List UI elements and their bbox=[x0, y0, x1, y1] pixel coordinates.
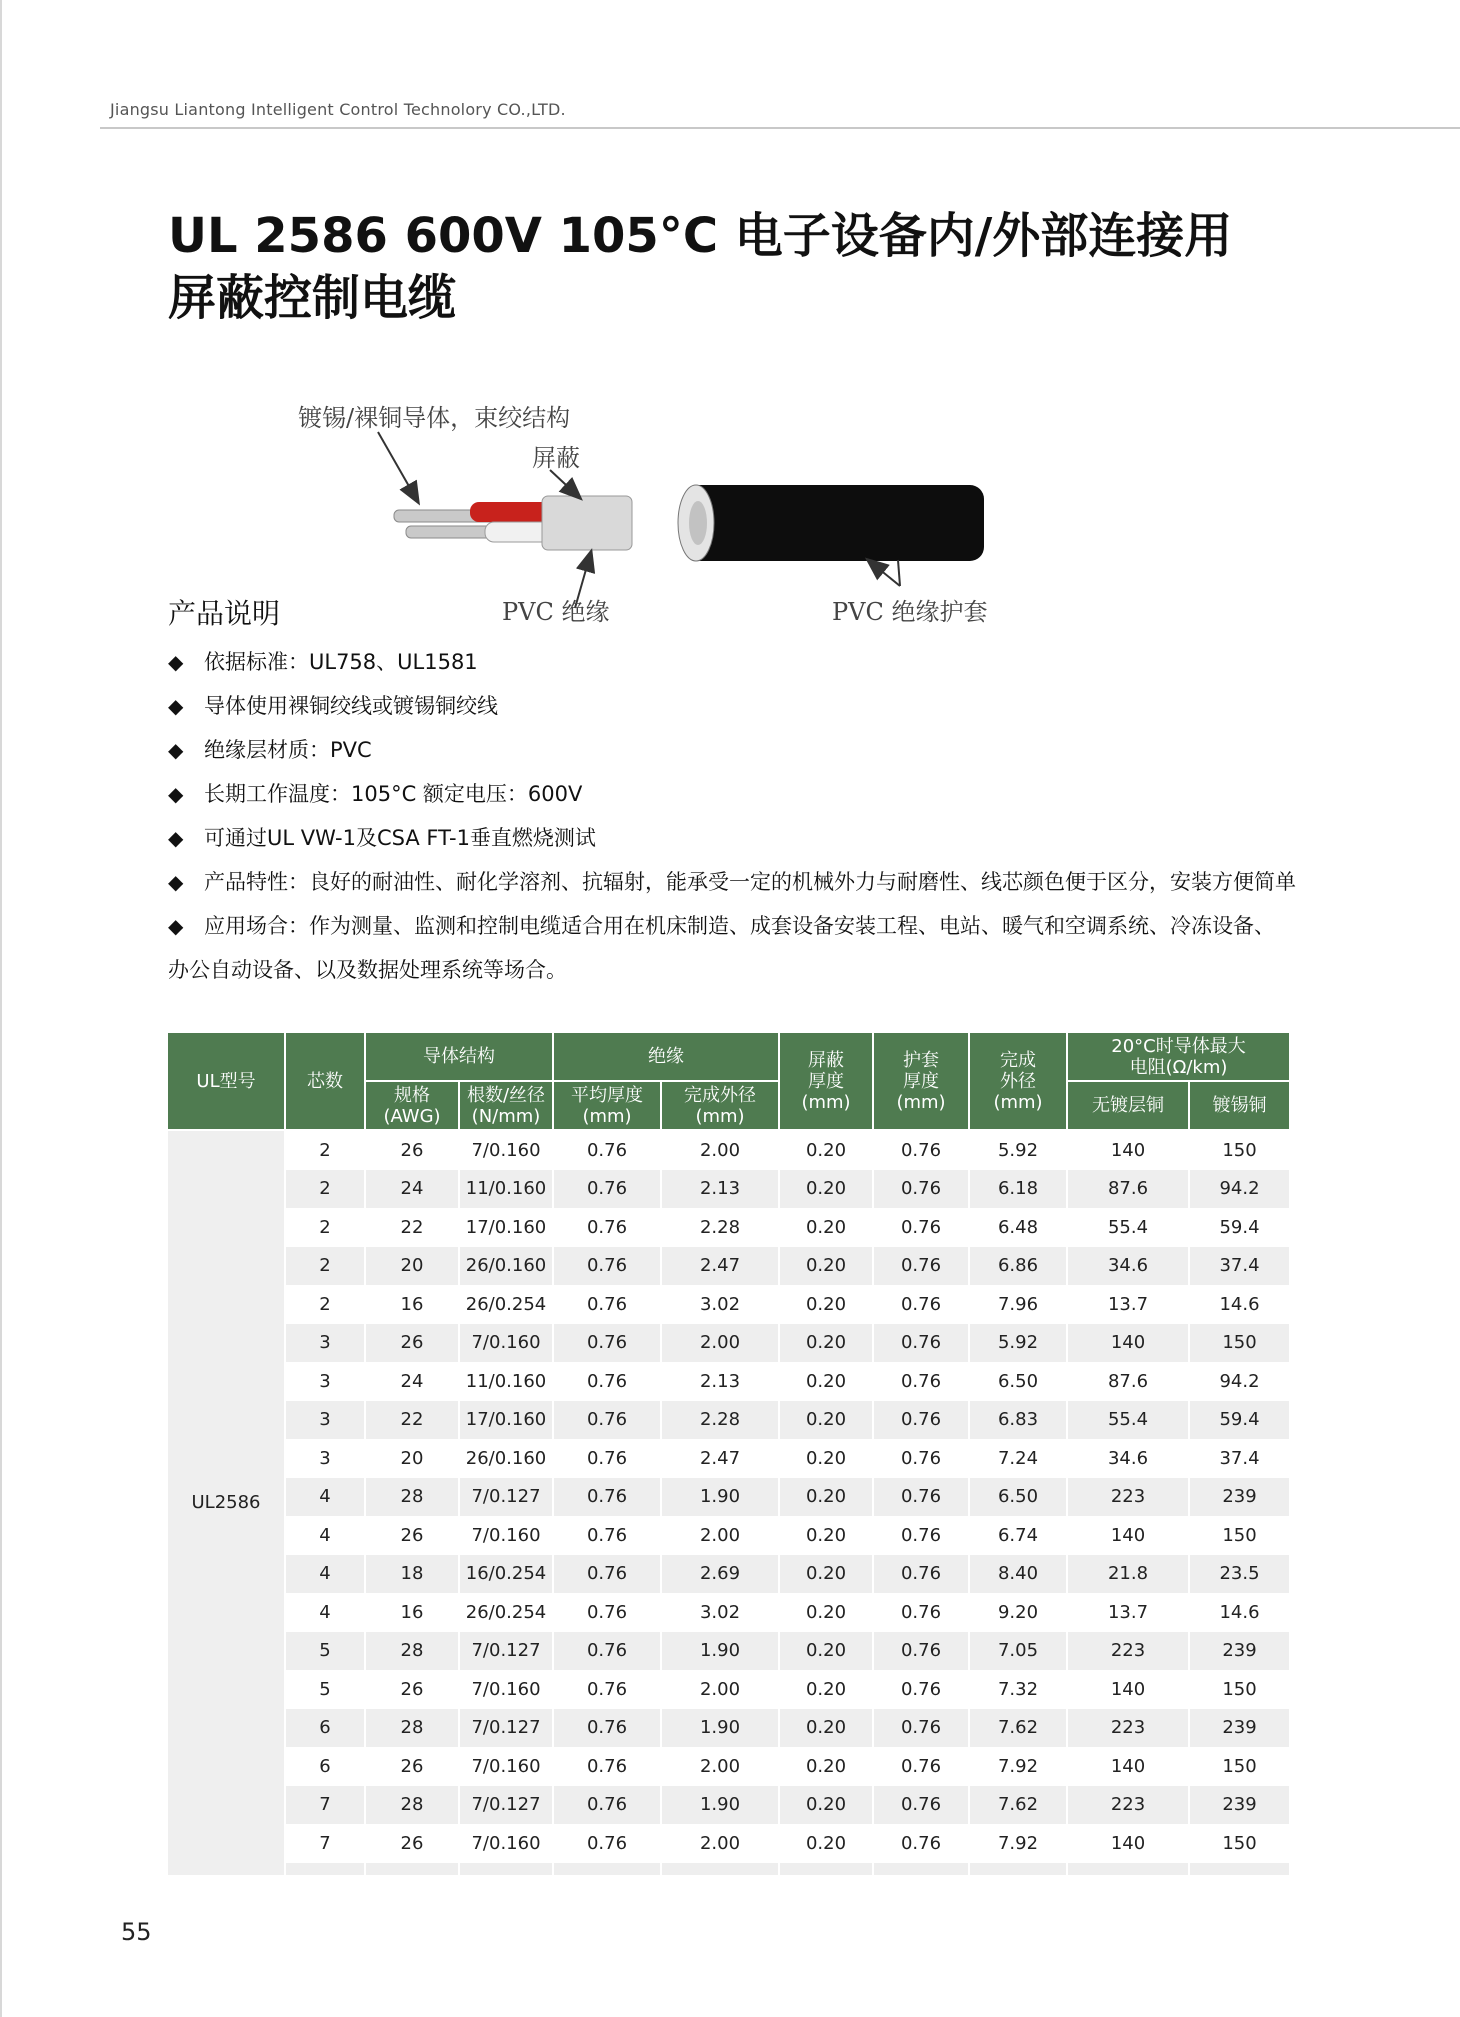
table-row bbox=[167, 1401, 1290, 1440]
cell-tinned-copper: 37.4 bbox=[1189, 1439, 1290, 1478]
cell-model: UL2586 bbox=[167, 1130, 285, 1875]
cell-strands: 26/0.254 bbox=[459, 1593, 553, 1632]
cell-jacket: 0.76 bbox=[873, 1478, 969, 1517]
cell-avg-thickness: 0.76 bbox=[553, 1555, 661, 1594]
cell-shield: 0.20 bbox=[779, 1362, 873, 1401]
cell-size: 16 bbox=[365, 1285, 459, 1324]
cell-empty bbox=[1067, 1863, 1189, 1875]
cell-cores: 3 bbox=[285, 1401, 365, 1440]
table-row bbox=[167, 1632, 1290, 1671]
spec-table bbox=[166, 1031, 1291, 1875]
cell-cores: 4 bbox=[285, 1593, 365, 1632]
label-conductor: 镀锡/裸铜导体，束绞结构 bbox=[298, 404, 571, 432]
cell-bare-copper: 223 bbox=[1067, 1709, 1189, 1748]
cell-cores: 2 bbox=[285, 1170, 365, 1209]
cell-size: 28 bbox=[365, 1709, 459, 1748]
cell-cores: 2 bbox=[285, 1247, 365, 1286]
cell-od: 6.48 bbox=[969, 1208, 1067, 1247]
diamond-bullet-icon: ◆ bbox=[168, 782, 184, 806]
description-list bbox=[168, 640, 1296, 992]
table-row bbox=[167, 1709, 1290, 1748]
cell-tinned-copper: 59.4 bbox=[1189, 1208, 1290, 1247]
cell-cores: 7 bbox=[285, 1824, 365, 1863]
list-item: ◆ 导体使用裸铜绞线或镀锡铜绞线 bbox=[168, 684, 1288, 728]
cell-avg-thickness: 0.76 bbox=[553, 1593, 661, 1632]
table-row bbox=[167, 1747, 1290, 1786]
cell-od: 7.92 bbox=[969, 1747, 1067, 1786]
cell-cores: 6 bbox=[285, 1709, 365, 1748]
cell-shield: 0.20 bbox=[779, 1401, 873, 1440]
cell-avg-thickness: 0.76 bbox=[553, 1170, 661, 1209]
cell-strands: 26/0.254 bbox=[459, 1285, 553, 1324]
cell-tinned-copper: 94.2 bbox=[1189, 1362, 1290, 1401]
table-row bbox=[167, 1478, 1290, 1517]
cell-jacket: 0.76 bbox=[873, 1439, 969, 1478]
cell-size: 28 bbox=[365, 1632, 459, 1671]
cell-avg-thickness: 0.76 bbox=[553, 1670, 661, 1709]
cell-avg-thickness: 0.76 bbox=[553, 1208, 661, 1247]
cell-jacket: 0.76 bbox=[873, 1324, 969, 1363]
cell-size: 24 bbox=[365, 1362, 459, 1401]
cell-empty bbox=[661, 1863, 779, 1875]
cell-avg-thickness: 0.76 bbox=[553, 1747, 661, 1786]
header-jacket: 护套 厚度 (mm) bbox=[873, 1032, 969, 1130]
cell-strands: 26/0.160 bbox=[459, 1247, 553, 1286]
cell-avg-thickness: 0.76 bbox=[553, 1824, 661, 1863]
cell-od: 6.18 bbox=[969, 1170, 1067, 1209]
table-row bbox=[167, 1130, 1290, 1170]
cell-strands: 7/0.160 bbox=[459, 1824, 553, 1863]
cell-bare-copper: 13.7 bbox=[1067, 1593, 1189, 1632]
cell-shield: 0.20 bbox=[779, 1208, 873, 1247]
cell-jacket: 0.76 bbox=[873, 1285, 969, 1324]
cell-ins-od: 2.47 bbox=[661, 1439, 779, 1478]
cell-tinned-copper: 14.6 bbox=[1189, 1593, 1290, 1632]
cell-size: 26 bbox=[365, 1324, 459, 1363]
cell-avg-thickness: 0.76 bbox=[553, 1324, 661, 1363]
cell-ins-od: 3.02 bbox=[661, 1593, 779, 1632]
cell-strands: 7/0.127 bbox=[459, 1709, 553, 1748]
cable-structure-diagram bbox=[280, 390, 1040, 635]
cell-bare-copper: 55.4 bbox=[1067, 1208, 1189, 1247]
cell-od: 7.05 bbox=[969, 1632, 1067, 1671]
cell-tinned-copper: 94.2 bbox=[1189, 1170, 1290, 1209]
cell-tinned-copper: 150 bbox=[1189, 1824, 1290, 1863]
cell-avg-thickness: 0.76 bbox=[553, 1516, 661, 1555]
cell-ins-od: 3.02 bbox=[661, 1285, 779, 1324]
cell-jacket: 0.76 bbox=[873, 1670, 969, 1709]
cell-empty bbox=[285, 1863, 365, 1875]
cell-jacket: 0.76 bbox=[873, 1208, 969, 1247]
table-row bbox=[167, 1824, 1290, 1863]
cell-od: 6.83 bbox=[969, 1401, 1067, 1440]
arrow-conductor bbox=[378, 432, 418, 502]
list-item: ◆ 应用场合：作为测量、监测和控制电缆适合用在机床制造、成套设备安装工程、电站、暖气和空调系统、冷冻设备、办公自动设备、以及数据处理系统等场合。 bbox=[168, 904, 1288, 992]
cell-tinned-copper: 239 bbox=[1189, 1478, 1290, 1517]
cell-od: 7.32 bbox=[969, 1670, 1067, 1709]
cell-shield: 0.20 bbox=[779, 1247, 873, 1286]
cell-empty bbox=[969, 1863, 1067, 1875]
cell-cores: 4 bbox=[285, 1478, 365, 1517]
cell-jacket: 0.76 bbox=[873, 1362, 969, 1401]
cell-ins-od: 2.00 bbox=[661, 1324, 779, 1363]
header-cores: 芯数 bbox=[285, 1032, 365, 1130]
cell-shield: 0.20 bbox=[779, 1786, 873, 1825]
table-row bbox=[167, 1285, 1290, 1324]
cell-strands: 7/0.127 bbox=[459, 1632, 553, 1671]
cell-avg-thickness: 0.76 bbox=[553, 1786, 661, 1825]
cell-od: 7.62 bbox=[969, 1709, 1067, 1748]
page-edge-line bbox=[0, 0, 2, 2017]
section-title-description: 产品说明 bbox=[168, 597, 281, 630]
table-row bbox=[167, 1516, 1290, 1555]
cell-od: 5.92 bbox=[969, 1130, 1067, 1170]
cell-tinned-copper: 150 bbox=[1189, 1670, 1290, 1709]
page-number: 55 bbox=[121, 1918, 152, 1946]
cell-od: 5.92 bbox=[969, 1324, 1067, 1363]
cell-shield: 0.20 bbox=[779, 1130, 873, 1170]
header-insulation: 绝缘 bbox=[553, 1032, 779, 1081]
cell-shield: 0.20 bbox=[779, 1170, 873, 1209]
cell-tinned-copper: 37.4 bbox=[1189, 1247, 1290, 1286]
cell-cores: 3 bbox=[285, 1362, 365, 1401]
table-row bbox=[167, 1247, 1290, 1286]
cell-size: 26 bbox=[365, 1516, 459, 1555]
cell-strands: 7/0.127 bbox=[459, 1478, 553, 1517]
cell-avg-thickness: 0.76 bbox=[553, 1130, 661, 1170]
cell-ins-od: 1.90 bbox=[661, 1478, 779, 1517]
cell-bare-copper: 13.7 bbox=[1067, 1285, 1189, 1324]
cell-cores: 2 bbox=[285, 1130, 365, 1170]
diamond-bullet-icon: ◆ bbox=[168, 650, 184, 674]
cell-size: 22 bbox=[365, 1208, 459, 1247]
cell-ins-od: 1.90 bbox=[661, 1632, 779, 1671]
list-item: ◆ 绝缘层材质：PVC bbox=[168, 728, 1288, 772]
cell-bare-copper: 223 bbox=[1067, 1632, 1189, 1671]
cell-avg-thickness: 0.76 bbox=[553, 1478, 661, 1517]
cell-od: 7.24 bbox=[969, 1439, 1067, 1478]
label-insulation: PVC 绝缘 bbox=[502, 598, 610, 626]
label-jacket: PVC 绝缘护套 bbox=[832, 598, 988, 626]
cell-ins-od: 1.90 bbox=[661, 1786, 779, 1825]
title-line-1: UL 2586 600V 105°C 电子设备内/外部连接用 bbox=[168, 208, 1233, 264]
cell-avg-thickness: 0.76 bbox=[553, 1362, 661, 1401]
cell-strands: 11/0.160 bbox=[459, 1170, 553, 1209]
cell-ins-od: 2.28 bbox=[661, 1208, 779, 1247]
cell-size: 20 bbox=[365, 1439, 459, 1478]
cell-empty bbox=[873, 1863, 969, 1875]
table-row bbox=[167, 1439, 1290, 1478]
cell-shield: 0.20 bbox=[779, 1516, 873, 1555]
cell-avg-thickness: 0.76 bbox=[553, 1709, 661, 1748]
cell-strands: 17/0.160 bbox=[459, 1401, 553, 1440]
table-row bbox=[167, 1208, 1290, 1247]
list-item: ◆ 可通过UL VW-1及CSA FT-1垂直燃烧测试 bbox=[168, 816, 1288, 860]
cell-shield: 0.20 bbox=[779, 1747, 873, 1786]
cell-jacket: 0.76 bbox=[873, 1824, 969, 1863]
cell-cores: 5 bbox=[285, 1670, 365, 1709]
arrow-shield bbox=[550, 470, 580, 498]
cell-ins-od: 2.00 bbox=[661, 1747, 779, 1786]
cell-strands: 26/0.160 bbox=[459, 1439, 553, 1478]
cell-od: 6.50 bbox=[969, 1478, 1067, 1517]
cell-cores: 5 bbox=[285, 1632, 365, 1671]
cell-od: 9.20 bbox=[969, 1593, 1067, 1632]
cell-strands: 7/0.160 bbox=[459, 1130, 553, 1170]
cell-avg-thickness: 0.76 bbox=[553, 1247, 661, 1286]
cell-ins-od: 2.00 bbox=[661, 1130, 779, 1170]
cell-size: 26 bbox=[365, 1747, 459, 1786]
arrow-jacket bbox=[898, 560, 900, 586]
diamond-bullet-icon: ◆ bbox=[168, 738, 184, 762]
cell-bare-copper: 140 bbox=[1067, 1747, 1189, 1786]
cell-strands: 17/0.160 bbox=[459, 1208, 553, 1247]
cell-cores: 4 bbox=[285, 1555, 365, 1594]
cell-empty bbox=[459, 1863, 553, 1875]
header-tinned-copper: 镀锡铜 bbox=[1189, 1081, 1290, 1130]
cell-avg-thickness: 0.76 bbox=[553, 1439, 661, 1478]
cell-avg-thickness: 0.76 bbox=[553, 1632, 661, 1671]
header-bare-copper: 无镀层铜 bbox=[1067, 1081, 1189, 1130]
cell-cores: 4 bbox=[285, 1516, 365, 1555]
cell-bare-copper: 223 bbox=[1067, 1786, 1189, 1825]
cell-tinned-copper: 150 bbox=[1189, 1130, 1290, 1170]
cell-od: 8.40 bbox=[969, 1555, 1067, 1594]
cell-empty bbox=[1189, 1863, 1290, 1875]
cell-size: 26 bbox=[365, 1670, 459, 1709]
title-line-2: 屏蔽控制电缆 bbox=[168, 270, 457, 326]
cell-strands: 7/0.160 bbox=[459, 1516, 553, 1555]
shield-layer bbox=[542, 496, 632, 550]
cell-size: 28 bbox=[365, 1786, 459, 1825]
diamond-bullet-icon: ◆ bbox=[168, 870, 184, 894]
cell-tinned-copper: 239 bbox=[1189, 1632, 1290, 1671]
header-avg-thickness: 平均厚度 (mm) bbox=[553, 1081, 661, 1130]
cell-size: 24 bbox=[365, 1170, 459, 1209]
cell-tinned-copper: 23.5 bbox=[1189, 1555, 1290, 1594]
cell-strands: 7/0.127 bbox=[459, 1786, 553, 1825]
cell-cores: 3 bbox=[285, 1439, 365, 1478]
cell-size: 26 bbox=[365, 1130, 459, 1170]
label-shield: 屏蔽 bbox=[532, 444, 580, 472]
cell-bare-copper: 223 bbox=[1067, 1478, 1189, 1517]
header-ins-od: 完成外径 (mm) bbox=[661, 1081, 779, 1130]
cell-avg-thickness: 0.76 bbox=[553, 1401, 661, 1440]
cell-shield: 0.20 bbox=[779, 1670, 873, 1709]
list-item: ◆ 依据标准：UL758、UL1581 bbox=[168, 640, 1288, 684]
cell-ins-od: 1.90 bbox=[661, 1709, 779, 1748]
header-od: 完成 外径 (mm) bbox=[969, 1032, 1067, 1130]
table-row bbox=[167, 1324, 1290, 1363]
cell-size: 28 bbox=[365, 1478, 459, 1517]
header-model: UL型号 bbox=[167, 1032, 285, 1130]
cell-avg-thickness: 0.76 bbox=[553, 1285, 661, 1324]
diamond-bullet-icon: ◆ bbox=[168, 826, 184, 850]
table-row bbox=[167, 1593, 1290, 1632]
cell-jacket: 0.76 bbox=[873, 1130, 969, 1170]
cell-empty bbox=[553, 1863, 661, 1875]
cell-tinned-copper: 150 bbox=[1189, 1516, 1290, 1555]
cell-size: 20 bbox=[365, 1247, 459, 1286]
table-tail-row bbox=[167, 1863, 1290, 1875]
cell-shield: 0.20 bbox=[779, 1709, 873, 1748]
cell-od: 6.50 bbox=[969, 1362, 1067, 1401]
table-row bbox=[167, 1555, 1290, 1594]
cell-cores: 7 bbox=[285, 1786, 365, 1825]
cell-bare-copper: 55.4 bbox=[1067, 1401, 1189, 1440]
shield-inside-face bbox=[689, 501, 707, 545]
cell-strands: 7/0.160 bbox=[459, 1670, 553, 1709]
list-item: ◆ 长期工作温度：105°C 额定电压：600V bbox=[168, 772, 1288, 816]
cell-tinned-copper: 239 bbox=[1189, 1709, 1290, 1748]
cell-tinned-copper: 239 bbox=[1189, 1786, 1290, 1825]
cell-bare-copper: 140 bbox=[1067, 1824, 1189, 1863]
cell-shield: 0.20 bbox=[779, 1478, 873, 1517]
header-shield: 屏蔽 厚度 (mm) bbox=[779, 1032, 873, 1130]
table-row bbox=[167, 1786, 1290, 1825]
table-row bbox=[167, 1170, 1290, 1209]
header-size: 规格 (AWG) bbox=[365, 1081, 459, 1130]
cell-tinned-copper: 150 bbox=[1189, 1324, 1290, 1363]
page-title bbox=[168, 205, 1232, 329]
cell-bare-copper: 140 bbox=[1067, 1324, 1189, 1363]
cell-shield: 0.20 bbox=[779, 1593, 873, 1632]
cell-tinned-copper: 14.6 bbox=[1189, 1285, 1290, 1324]
cell-jacket: 0.76 bbox=[873, 1747, 969, 1786]
header-strands: 根数/丝径 (N/mm) bbox=[459, 1081, 553, 1130]
cell-jacket: 0.76 bbox=[873, 1555, 969, 1594]
cell-empty bbox=[365, 1863, 459, 1875]
cell-od: 6.86 bbox=[969, 1247, 1067, 1286]
cell-size: 22 bbox=[365, 1401, 459, 1440]
cell-ins-od: 2.00 bbox=[661, 1670, 779, 1709]
cell-ins-od: 2.00 bbox=[661, 1516, 779, 1555]
cell-tinned-copper: 150 bbox=[1189, 1747, 1290, 1786]
cell-jacket: 0.76 bbox=[873, 1516, 969, 1555]
cell-bare-copper: 34.6 bbox=[1067, 1247, 1189, 1286]
cell-jacket: 0.76 bbox=[873, 1786, 969, 1825]
cell-shield: 0.20 bbox=[779, 1285, 873, 1324]
diamond-bullet-icon: ◆ bbox=[168, 694, 184, 718]
cell-ins-od: 2.13 bbox=[661, 1170, 779, 1209]
cell-jacket: 0.76 bbox=[873, 1401, 969, 1440]
cell-tinned-copper: 59.4 bbox=[1189, 1401, 1290, 1440]
cell-shield: 0.20 bbox=[779, 1555, 873, 1594]
cell-strands: 7/0.160 bbox=[459, 1324, 553, 1363]
outer-jacket bbox=[684, 485, 984, 561]
cell-bare-copper: 34.6 bbox=[1067, 1439, 1189, 1478]
cell-jacket: 0.76 bbox=[873, 1593, 969, 1632]
table-row bbox=[167, 1362, 1290, 1401]
cell-cores: 2 bbox=[285, 1208, 365, 1247]
cell-ins-od: 2.00 bbox=[661, 1824, 779, 1863]
cell-bare-copper: 21.8 bbox=[1067, 1555, 1189, 1594]
cell-od: 7.62 bbox=[969, 1786, 1067, 1825]
cell-ins-od: 2.28 bbox=[661, 1401, 779, 1440]
cell-cores: 3 bbox=[285, 1324, 365, 1363]
cell-jacket: 0.76 bbox=[873, 1170, 969, 1209]
cell-bare-copper: 140 bbox=[1067, 1670, 1189, 1709]
cell-bare-copper: 140 bbox=[1067, 1130, 1189, 1170]
cell-strands: 11/0.160 bbox=[459, 1362, 553, 1401]
cell-jacket: 0.76 bbox=[873, 1709, 969, 1748]
table-row bbox=[167, 1670, 1290, 1709]
cell-jacket: 0.76 bbox=[873, 1632, 969, 1671]
cell-cores: 6 bbox=[285, 1747, 365, 1786]
cell-bare-copper: 87.6 bbox=[1067, 1362, 1189, 1401]
cell-shield: 0.20 bbox=[779, 1824, 873, 1863]
cell-strands: 7/0.160 bbox=[459, 1747, 553, 1786]
cell-empty bbox=[779, 1863, 873, 1875]
company-name: Jiangsu Liantong Intelligent Control Technolory CO.,LTD. bbox=[110, 100, 566, 119]
header-conductor: 导体结构 bbox=[365, 1032, 553, 1081]
cell-strands: 16/0.254 bbox=[459, 1555, 553, 1594]
arrow-jacket-b bbox=[868, 560, 900, 586]
cell-shield: 0.20 bbox=[779, 1324, 873, 1363]
cell-cores: 2 bbox=[285, 1285, 365, 1324]
cell-size: 16 bbox=[365, 1593, 459, 1632]
cell-bare-copper: 87.6 bbox=[1067, 1170, 1189, 1209]
cell-ins-od: 2.69 bbox=[661, 1555, 779, 1594]
cell-od: 6.74 bbox=[969, 1516, 1067, 1555]
cell-bare-copper: 140 bbox=[1067, 1516, 1189, 1555]
cell-od: 7.92 bbox=[969, 1824, 1067, 1863]
cell-size: 26 bbox=[365, 1824, 459, 1863]
cell-ins-od: 2.13 bbox=[661, 1362, 779, 1401]
header-resistance: 20°C时导体最大 电阻(Ω/km) bbox=[1067, 1032, 1290, 1081]
diamond-bullet-icon: ◆ bbox=[168, 914, 184, 938]
header-divider bbox=[100, 127, 1460, 129]
cell-od: 7.96 bbox=[969, 1285, 1067, 1324]
list-item: ◆ 产品特性：良好的耐油性、耐化学溶剂、抗辐射，能承受一定的机械外力与耐磨性、线芯颜色便于区分，安装方便简单 bbox=[168, 860, 1288, 904]
cell-shield: 0.20 bbox=[779, 1439, 873, 1478]
cell-ins-od: 2.47 bbox=[661, 1247, 779, 1286]
cell-shield: 0.20 bbox=[779, 1632, 873, 1671]
cell-size: 18 bbox=[365, 1555, 459, 1594]
cell-jacket: 0.76 bbox=[873, 1247, 969, 1286]
